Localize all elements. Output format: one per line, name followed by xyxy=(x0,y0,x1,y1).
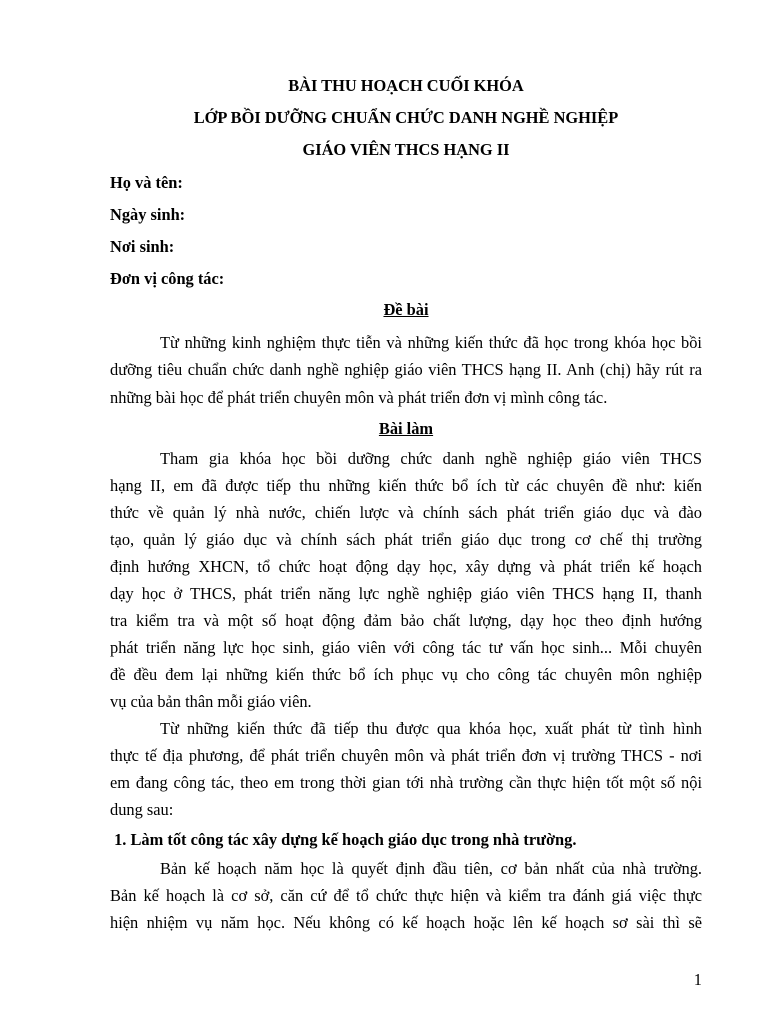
section-1-para-line: hiện nhiệm vụ năm học. Nếu không có kế hoạch hoặc lên kế hoạch sơ sài thì sẽ xyxy=(110,913,702,932)
bai-lam-heading xyxy=(110,419,702,439)
field-name-label: Họ và tên: xyxy=(110,173,183,192)
bai-lam-para2-line: em đang công tác, theo em trong thời gian tới nhà trường cần thực hiện tốt một số nội xyxy=(110,773,702,792)
section-1-heading: 1. Làm tốt công tác xây dựng kế hoạch giáo dục trong nhà trường. xyxy=(110,830,577,849)
doc-title-line-1: BÀI THU HOẠCH CUỐI KHÓA xyxy=(288,76,524,95)
de-bai-line: dưỡng tiêu chuẩn chức danh nghề nghiệp giáo viên THCS hạng II. Anh (chị) hãy rút ra xyxy=(110,360,702,379)
bai-lam-para1-line: phát triển năng lực học sinh, giáo viên với công tác tư vấn học sinh... Mỗi chuyên xyxy=(110,638,702,657)
bai-lam-para1-line: Tham gia khóa học bồi dưỡng chức danh nghề nghiệp giáo viên THCS xyxy=(160,449,702,468)
bai-lam-para1-line: tạo, quản lý giáo dục và chính sách phát triển giáo dục trong cơ chế thị trường xyxy=(110,530,702,549)
bai-lam-para2-line: Từ những kiến thức đã tiếp thu được qua khóa học, xuất phát từ tình hình xyxy=(160,719,702,738)
bai-lam-para1-line: thức về quản lý nhà nước, chiến lược và chính sách phát triển giáo dục và đào xyxy=(110,503,702,522)
de-bai-heading xyxy=(110,300,702,320)
bai-lam-para1-line: vụ của bản thân mỗi giáo viên. xyxy=(110,692,312,711)
section-1-para-line: Bản kế hoạch là cơ sở, căn cứ để tổ chức thực hiện và kiểm tra đánh giá việc thực xyxy=(110,886,702,905)
field-unit-label: Đơn vị công tác: xyxy=(110,269,225,288)
doc-title-line-2: LỚP BỒI DƯỠNG CHUẨN CHỨC DANH NGHỀ NGHIỆP xyxy=(193,108,619,127)
bai-lam-para1-line: đề đều đem lại những kiến thức bổ ích phục vụ cho công tác chuyên môn nghiệp xyxy=(110,665,702,684)
doc-title-line-3: GIÁO VIÊN THCS HẠNG II xyxy=(302,140,510,159)
bai-lam-para2-line: thực tế địa phương, để phát triển chuyên môn và phát triển đơn vị trường THCS - nơi xyxy=(110,746,702,765)
de-bai-heading-text: Đề bài xyxy=(383,300,429,319)
field-dob-label: Ngày sinh: xyxy=(110,205,186,224)
bai-lam-para1-line: dạy học ở THCS, phát triển năng lực nghề nghiệp giáo viên THCS hạng II, thanh xyxy=(110,584,702,603)
de-bai-line: Từ những kinh nghiệm thực tiễn và những kiến thức đã học trong khóa học bồi xyxy=(160,333,702,352)
bai-lam-para1-line: tra kiểm tra và một số hoạt động đảm bảo chất lượng, dạy học theo định hướng xyxy=(110,611,702,630)
page-number: 1 xyxy=(693,970,702,989)
bai-lam-para1-line: định hướng XHCN, tổ chức hoạt động dạy học, xây dựng và phát triển kế hoạch xyxy=(110,557,702,576)
de-bai-line: những bài học để phát triển chuyên môn và phát triển đơn vị mình công tác. xyxy=(110,388,608,407)
bai-lam-para2-line: dung sau: xyxy=(110,800,174,819)
section-1-para-line: Bản kế hoạch năm học là quyết định đầu tiên, cơ bản nhất của nhà trường. xyxy=(160,859,702,878)
bai-lam-heading-text: Bài làm xyxy=(378,419,434,438)
bai-lam-para1-line: hạng II, em đã được tiếp thu những kiến thức bổ ích từ các chuyên đề như: kiến xyxy=(110,476,702,495)
field-pob-label: Nơi sinh: xyxy=(110,237,175,256)
